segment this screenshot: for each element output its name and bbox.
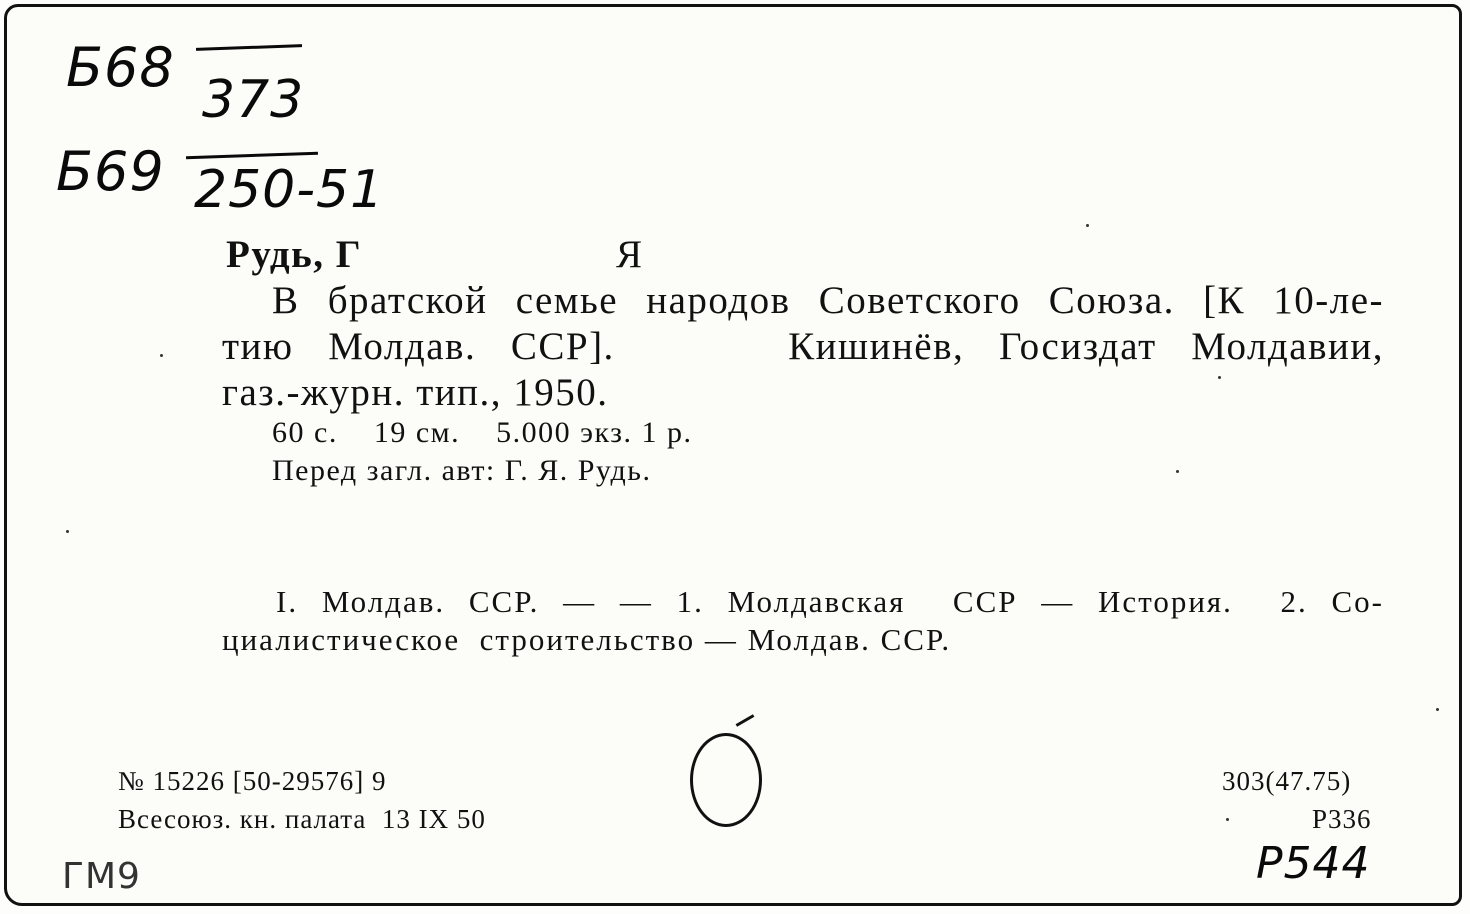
speck <box>1176 470 1179 473</box>
author-initial: Я <box>616 233 644 276</box>
speck <box>1436 708 1439 711</box>
speck <box>66 530 69 533</box>
call-number-2-left: Б69 <box>56 140 165 203</box>
title-line-1: В братской семье народов Советского Союза. [К 10-ле- <box>272 279 1384 322</box>
call-number-2-right: 250-51 <box>194 160 385 220</box>
subject-line-1: I. Молдав. ССР. — — 1. Молдавская ССР — История. 2. Со- <box>276 584 1384 619</box>
speck <box>1226 818 1229 821</box>
punch-hole-ring <box>690 733 762 827</box>
call-number-1-left: Б68 <box>66 36 175 99</box>
handwritten-code-bottom-right: Р544 <box>1256 838 1371 889</box>
collation: 60 с. 19 см. 5.000 экз. 1 р. <box>272 416 693 449</box>
chamber-imprint: Всесоюз. кн. палата 13 IX 50 <box>118 804 486 834</box>
card-number: № 15226 [50-29576] 9 <box>118 766 387 796</box>
subject-line-2: циалистическое строительство — Молдав. ССР. <box>222 622 952 657</box>
author-heading: Рудь, Г <box>226 233 363 276</box>
author-mark: Р336 <box>1312 804 1372 834</box>
speck <box>160 354 163 357</box>
speck <box>1086 224 1089 227</box>
speck <box>1218 376 1221 379</box>
handwritten-code-bottom-left: ГМ9 <box>62 856 141 897</box>
classification-code: 303(47.75) <box>1222 766 1352 796</box>
title-line-2: тию Молдав. ССР]. Кишинёв, Госиздат Молдавии, <box>222 325 1384 368</box>
author-note: Перед загл. авт: Г. Я. Рудь. <box>272 454 652 487</box>
title-line-3: газ.-журн. тип., 1950. <box>222 371 609 414</box>
call-number-1-right: 373 <box>202 70 305 130</box>
